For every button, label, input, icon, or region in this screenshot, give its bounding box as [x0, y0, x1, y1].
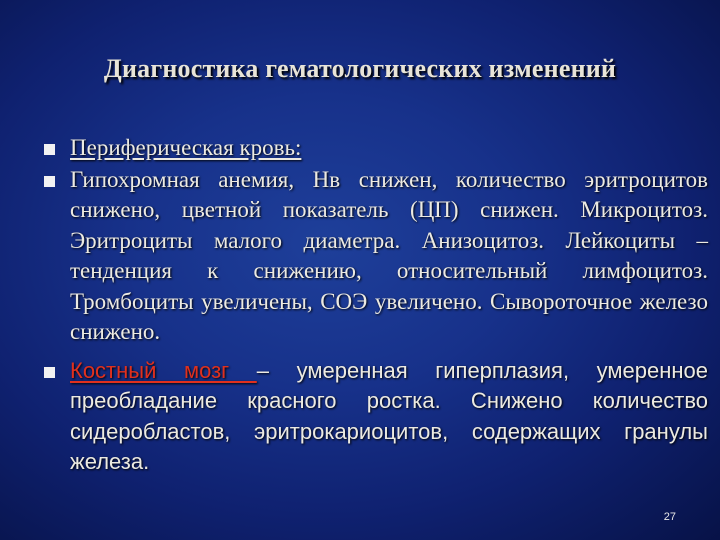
bullet-heading-lead — [70, 135, 301, 160]
square-bullet-icon — [44, 176, 55, 187]
bullet-peripheral-blood — [44, 133, 708, 164]
bullet-blood-findings — [44, 165, 708, 348]
bullet-list — [44, 133, 708, 478]
bone-marrow-heading: Костный мозг — [70, 357, 257, 383]
bone-marrow-text: – умеренная гиперплазия, умеренное преобладание красного ростка. Снижено количество сидеробластов, эритрокариоцитов, содержащих гранулы железа. — [70, 357, 709, 474]
square-bullet-icon — [44, 367, 55, 378]
page-number: 27 — [663, 511, 676, 523]
bullet-bone-marrow — [44, 356, 708, 478]
blood-findings-text: Гипохромная анемия, Нв снижен, количество эритроцитов снижено, цветной показатель (ЦП) снижен. Микроцитоз. Эритроциты малого диаметра. Анизоцитоз. Лейкоциты – тенденция к снижению, относительный лимфоцитоз. Тромбоциты увеличены, СОЭ увеличено. Сывороточное железо снижено. — [70, 166, 708, 344]
slide-title: Диагностика гематологических изменений — [103, 54, 617, 83]
peripheral-blood-heading: Периферическая кровь: — [70, 135, 302, 160]
bullet-heading-lead — [70, 358, 257, 383]
square-bullet-icon — [44, 144, 55, 155]
